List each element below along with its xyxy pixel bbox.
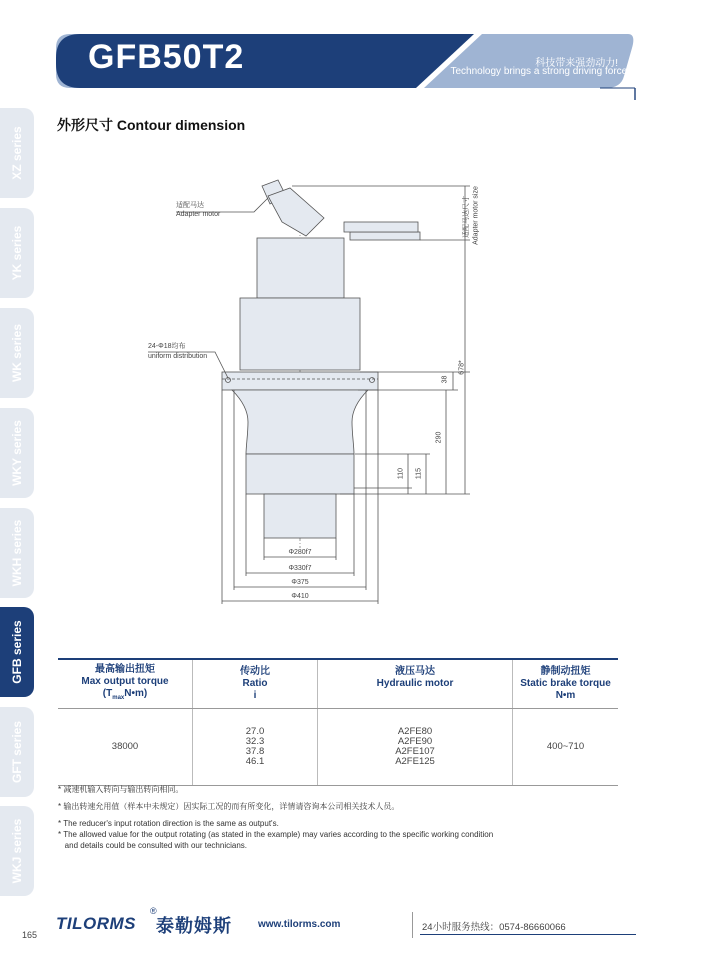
brand-logo: TILORMS [56, 914, 136, 933]
cell-torque: 38000 [58, 709, 193, 786]
tab-wk-series[interactable]: WK series [0, 308, 34, 398]
spec-table [58, 658, 618, 786]
motor-size-en: Adapter motor size [472, 186, 480, 245]
dim-115: 115 [415, 467, 423, 480]
footer-rule [420, 934, 636, 935]
cell-brake: 400~710 [513, 709, 619, 786]
note-en-3: and details could be consulted with our technicians. [58, 841, 248, 850]
dim-110: 110 [397, 467, 405, 480]
header-hydraulic-motor: 液压马达 Hydraulic motor [318, 659, 513, 709]
tab-wky-series[interactable]: WKY series [0, 408, 34, 498]
header-brake-torque: 静制动扭矩 Static brake torque N•m [513, 659, 619, 709]
motor-size-cn: 适配马达尺寸 [463, 196, 470, 238]
header-ratio: 传动比 Ratio i [193, 659, 318, 709]
tab-gft-series[interactable]: GFT series [0, 707, 34, 797]
dia-375: Φ375 [291, 579, 309, 586]
tab-yk-series[interactable]: YK series [0, 208, 34, 298]
brand-logo-cn: 泰勒姆斯 [156, 916, 232, 937]
tab-gfb-series[interactable]: GFB series [0, 607, 34, 697]
dia-280: Φ280f7 [288, 549, 312, 556]
adapter-label-cn: 适配马达 [176, 202, 204, 209]
page-title: GFB50T2 [88, 38, 245, 76]
footer-divider [412, 912, 413, 938]
section-title: 外形尺寸 Contour dimension [57, 117, 246, 133]
tab-wkj-series[interactable]: WKJ series [0, 806, 34, 896]
note-en-1: * The reducer's input rotation direction is the same as output's. [58, 819, 279, 828]
website-link[interactable]: www.tilorms.com [258, 919, 341, 930]
dim-38: 38 [441, 375, 449, 384]
note-cn-1: * 减速机输入转向与输出转向相同。 [58, 785, 184, 794]
cell-ratios: 27.0 32.3 37.8 46.1 [193, 709, 318, 786]
table-row [58, 709, 618, 786]
dim-290: 290 [435, 431, 443, 444]
hotline: 24小时服务热线：0574-86660066 [422, 922, 566, 933]
note-en-2: * The allowed value for the output rotating (as stated in the example) may varies according to the specific working condition [58, 830, 494, 839]
page-number: 165 [22, 930, 38, 940]
adapter-label-en: Adapter motor [176, 211, 221, 218]
header-max-torque: 最高输出扭矩 Max output torque $(T_{max}N•m)$ [58, 659, 193, 709]
slogan-cn: 科技带来强劲动力! [535, 58, 618, 69]
holes-label-en: uniform distribution [148, 353, 208, 360]
note-cn-2: * 输出转速允用值（样本中未规定）因实际工况的而有所变化，详情请咨询本公司相关技术人员。 [58, 802, 400, 811]
dia-330: Φ330f7 [288, 565, 312, 572]
tab-wkh-series[interactable]: WKH series [0, 508, 34, 598]
dim-678: 678* [458, 360, 466, 375]
slogan-en: Technology brings a strong driving force! [450, 66, 630, 77]
cell-motors: A2FE80 A2FE90 A2FE107 A2FE125 [318, 709, 513, 786]
holes-label-cn: 24-Φ18均布 [148, 343, 186, 350]
dia-410: Φ410 [291, 593, 309, 600]
registered-mark: ® [150, 906, 157, 916]
tab-xz-series[interactable]: XZ series [0, 108, 34, 198]
